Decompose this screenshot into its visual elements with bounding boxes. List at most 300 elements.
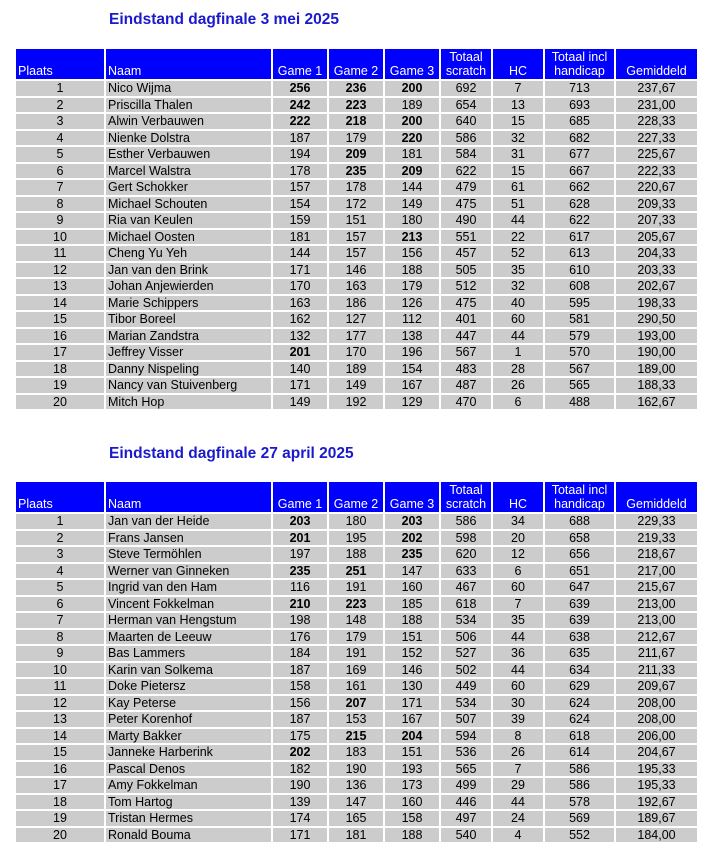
cell-totaal-incl-handicap: 622: [545, 213, 614, 228]
cell-gemiddeld: 209,33: [616, 197, 697, 212]
cell-game3: 173: [385, 778, 439, 793]
cell-hc: 32: [493, 279, 543, 294]
cell-game3: 202: [385, 531, 439, 546]
cell-gemiddeld: 220,67: [616, 180, 697, 195]
cell-game1: 187: [273, 131, 327, 146]
cell-plaats: 20: [16, 828, 104, 843]
table-title-3-mei: Eindstand dagfinale 3 mei 2025: [109, 11, 339, 28]
cell-plaats: 1: [16, 514, 104, 529]
cell-naam: Tibor Boreel: [106, 312, 271, 327]
cell-totaal-incl-handicap: 658: [545, 531, 614, 546]
cell-gemiddeld: 229,33: [616, 514, 697, 529]
cell-game1: 256: [273, 81, 327, 96]
cell-totaal-incl-handicap: 614: [545, 745, 614, 760]
cell-game1: 156: [273, 696, 327, 711]
header-totaal-incl-line1: Totaal incl: [551, 483, 608, 497]
cell-game2: 165: [329, 811, 383, 826]
cell-gemiddeld: 204,33: [616, 246, 697, 261]
cell-hc: 52: [493, 246, 543, 261]
cell-game1: 116: [273, 580, 327, 595]
header-totaal-incl-line1: Totaal incl: [551, 50, 608, 64]
cell-game3: 213: [385, 230, 439, 245]
cell-game3: 149: [385, 197, 439, 212]
cell-hc: 15: [493, 164, 543, 179]
cell-gemiddeld: 193,00: [616, 329, 697, 344]
cell-plaats: 12: [16, 696, 104, 711]
cell-naam: Marie Schippers: [106, 296, 271, 311]
cell-game1: 171: [273, 378, 327, 393]
cell-gemiddeld: 227,33: [616, 131, 697, 146]
cell-naam: Steve Termöhlen: [106, 547, 271, 562]
cell-totaal-scratch: 512: [441, 279, 491, 294]
header-game2: Game 2: [329, 49, 383, 79]
cell-gemiddeld: 209,67: [616, 679, 697, 694]
cell-game3: 144: [385, 180, 439, 195]
cell-naam: Maarten de Leeuw: [106, 630, 271, 645]
table-row: [16, 98, 697, 113]
header-totaal-scratch-line1: Totaal: [449, 483, 483, 497]
cell-game2: 209: [329, 147, 383, 162]
cell-naam: Cheng Yu Yeh: [106, 246, 271, 261]
cell-plaats: 7: [16, 613, 104, 628]
cell-naam: Pascal Denos: [106, 762, 271, 777]
cell-gemiddeld: 213,00: [616, 597, 697, 612]
cell-hc: 12: [493, 547, 543, 562]
cell-game2: 169: [329, 663, 383, 678]
cell-game3: 151: [385, 745, 439, 760]
cell-game3: 193: [385, 762, 439, 777]
cell-plaats: 18: [16, 795, 104, 810]
cell-hc: 60: [493, 312, 543, 327]
cell-game1: 154: [273, 197, 327, 212]
cell-totaal-incl-handicap: 610: [545, 263, 614, 278]
table-row: [16, 762, 697, 777]
cell-naam: Gert Schokker: [106, 180, 271, 195]
cell-naam: Karin van Solkema: [106, 663, 271, 678]
cell-game1: 174: [273, 811, 327, 826]
cell-game1: 184: [273, 646, 327, 661]
cell-plaats: 4: [16, 564, 104, 579]
cell-game3: 167: [385, 378, 439, 393]
cell-hc: 8: [493, 729, 543, 744]
cell-hc: 26: [493, 378, 543, 393]
cell-naam: Johan Anjewierden: [106, 279, 271, 294]
table-row: [16, 729, 697, 744]
cell-totaal-scratch: 483: [441, 362, 491, 377]
cell-game3: 129: [385, 395, 439, 410]
cell-game2: 195: [329, 531, 383, 546]
table-row: [16, 828, 697, 843]
cell-game2: 146: [329, 263, 383, 278]
cell-game2: 215: [329, 729, 383, 744]
cell-naam: Danny Nispeling: [106, 362, 271, 377]
cell-game3: 138: [385, 329, 439, 344]
cell-game3: 180: [385, 213, 439, 228]
table-row: [16, 312, 697, 327]
cell-naam: Bas Lammers: [106, 646, 271, 661]
cell-totaal-incl-handicap: 581: [545, 312, 614, 327]
cell-game2: 192: [329, 395, 383, 410]
cell-totaal-scratch: 620: [441, 547, 491, 562]
cell-game1: 182: [273, 762, 327, 777]
cell-gemiddeld: 202,67: [616, 279, 697, 294]
table-row: [16, 345, 697, 360]
cell-naam: Ronald Bouma: [106, 828, 271, 843]
cell-game2: 191: [329, 646, 383, 661]
cell-totaal-incl-handicap: 685: [545, 114, 614, 129]
cell-game2: 149: [329, 378, 383, 393]
table-row: [16, 378, 697, 393]
cell-game2: 190: [329, 762, 383, 777]
cell-totaal-scratch: 499: [441, 778, 491, 793]
cell-gemiddeld: 203,33: [616, 263, 697, 278]
cell-game1: 158: [273, 679, 327, 694]
cell-hc: 1: [493, 345, 543, 360]
cell-totaal-scratch: 401: [441, 312, 491, 327]
cell-totaal-scratch: 527: [441, 646, 491, 661]
cell-hc: 7: [493, 81, 543, 96]
cell-game1: 162: [273, 312, 327, 327]
cell-game3: 189: [385, 98, 439, 113]
cell-totaal-incl-handicap: 595: [545, 296, 614, 311]
table-row: [16, 564, 697, 579]
cell-totaal-scratch: 506: [441, 630, 491, 645]
cell-plaats: 17: [16, 778, 104, 793]
cell-hc: 22: [493, 230, 543, 245]
cell-game2: 188: [329, 547, 383, 562]
cell-totaal-incl-handicap: 639: [545, 597, 614, 612]
table-row: [16, 197, 697, 212]
cell-naam: Amy Fokkelman: [106, 778, 271, 793]
cell-totaal-incl-handicap: 662: [545, 180, 614, 195]
cell-naam: Priscilla Thalen: [106, 98, 271, 113]
header-totaal-scratch-line1: Totaal: [449, 50, 483, 64]
cell-plaats: 1: [16, 81, 104, 96]
cell-game3: 156: [385, 246, 439, 261]
cell-game3: 200: [385, 81, 439, 96]
header-naam: Naam: [106, 482, 271, 512]
cell-game2: 223: [329, 98, 383, 113]
table-row: [16, 395, 697, 410]
cell-totaal-scratch: 457: [441, 246, 491, 261]
table-row: [16, 630, 697, 645]
header-totaal-scratch-line2: scratch: [445, 497, 487, 511]
cell-gemiddeld: 205,67: [616, 230, 697, 245]
standings-table-3-mei: [14, 47, 699, 411]
table-row: [16, 246, 697, 261]
cell-game2: 186: [329, 296, 383, 311]
cell-naam: Herman van Hengstum: [106, 613, 271, 628]
cell-game2: 157: [329, 230, 383, 245]
cell-naam: Marty Bakker: [106, 729, 271, 744]
cell-game2: 178: [329, 180, 383, 195]
header-row: [16, 482, 697, 512]
cell-totaal-scratch: 475: [441, 296, 491, 311]
cell-game1: 202: [273, 745, 327, 760]
cell-plaats: 14: [16, 296, 104, 311]
cell-gemiddeld: 208,00: [616, 712, 697, 727]
cell-plaats: 18: [16, 362, 104, 377]
cell-totaal-incl-handicap: 613: [545, 246, 614, 261]
cell-gemiddeld: 213,00: [616, 613, 697, 628]
table-row: [16, 514, 697, 529]
cell-totaal-scratch: 586: [441, 131, 491, 146]
cell-game1: 157: [273, 180, 327, 195]
cell-game2: 151: [329, 213, 383, 228]
cell-naam: Janneke Harberink: [106, 745, 271, 760]
table-row: [16, 778, 697, 793]
table-row: [16, 230, 697, 245]
cell-naam: Marian Zandstra: [106, 329, 271, 344]
cell-plaats: 10: [16, 230, 104, 245]
cell-plaats: 19: [16, 811, 104, 826]
cell-plaats: 16: [16, 329, 104, 344]
header-hc: HC: [493, 49, 543, 79]
cell-game3: 181: [385, 147, 439, 162]
cell-game3: 209: [385, 164, 439, 179]
cell-game2: 179: [329, 131, 383, 146]
table-row: [16, 646, 697, 661]
cell-hc: 35: [493, 263, 543, 278]
cell-totaal-scratch: 446: [441, 795, 491, 810]
cell-hc: 44: [493, 213, 543, 228]
cell-totaal-incl-handicap: 656: [545, 547, 614, 562]
cell-totaal-incl-handicap: 569: [545, 811, 614, 826]
cell-gemiddeld: 212,67: [616, 630, 697, 645]
table-body: [16, 81, 697, 409]
cell-gemiddeld: 195,33: [616, 762, 697, 777]
cell-totaal-scratch: 567: [441, 345, 491, 360]
cell-naam: Nico Wijma: [106, 81, 271, 96]
header-naam: Naam: [106, 49, 271, 79]
cell-gemiddeld: 217,00: [616, 564, 697, 579]
cell-hc: 30: [493, 696, 543, 711]
table-row: [16, 362, 697, 377]
cell-game2: 191: [329, 580, 383, 595]
cell-totaal-scratch: 502: [441, 663, 491, 678]
cell-plaats: 9: [16, 646, 104, 661]
cell-game2: 172: [329, 197, 383, 212]
cell-naam: Ingrid van den Ham: [106, 580, 271, 595]
cell-totaal-scratch: 449: [441, 679, 491, 694]
cell-game2: 153: [329, 712, 383, 727]
cell-hc: 13: [493, 98, 543, 113]
table-row: [16, 597, 697, 612]
header-game2: Game 2: [329, 482, 383, 512]
header-game1: Game 1: [273, 482, 327, 512]
cell-plaats: 3: [16, 547, 104, 562]
cell-plaats: 15: [16, 312, 104, 327]
cell-hc: 29: [493, 778, 543, 793]
cell-totaal-incl-handicap: 570: [545, 345, 614, 360]
cell-plaats: 16: [16, 762, 104, 777]
cell-hc: 6: [493, 395, 543, 410]
cell-plaats: 2: [16, 531, 104, 546]
cell-game2: 218: [329, 114, 383, 129]
cell-hc: 44: [493, 795, 543, 810]
cell-game3: 130: [385, 679, 439, 694]
cell-totaal-incl-handicap: 608: [545, 279, 614, 294]
table-row: [16, 795, 697, 810]
cell-game3: 152: [385, 646, 439, 661]
header-totaal-incl-handicap: [545, 482, 614, 512]
header-plaats: Plaats: [16, 49, 104, 79]
header-totaal-scratch-line2: scratch: [445, 64, 487, 78]
cell-game3: 204: [385, 729, 439, 744]
header-totaal-incl-handicap: [545, 49, 614, 79]
header-game3: Game 3: [385, 49, 439, 79]
cell-plaats: 12: [16, 263, 104, 278]
cell-gemiddeld: 290,50: [616, 312, 697, 327]
cell-totaal-incl-handicap: 624: [545, 696, 614, 711]
cell-totaal-scratch: 692: [441, 81, 491, 96]
cell-game1: 140: [273, 362, 327, 377]
cell-game1: 190: [273, 778, 327, 793]
cell-naam: Nancy van Stuivenberg: [106, 378, 271, 393]
cell-totaal-incl-handicap: 586: [545, 762, 614, 777]
cell-game3: 151: [385, 630, 439, 645]
cell-game2: 157: [329, 246, 383, 261]
cell-plaats: 9: [16, 213, 104, 228]
cell-game2: 127: [329, 312, 383, 327]
cell-game1: 163: [273, 296, 327, 311]
cell-gemiddeld: 195,33: [616, 778, 697, 793]
table-row: [16, 279, 697, 294]
cell-naam: Mitch Hop: [106, 395, 271, 410]
cell-totaal-scratch: 540: [441, 828, 491, 843]
cell-totaal-scratch: 594: [441, 729, 491, 744]
cell-game1: 235: [273, 564, 327, 579]
cell-naam: Werner van Ginneken: [106, 564, 271, 579]
cell-totaal-scratch: 534: [441, 696, 491, 711]
cell-game1: 149: [273, 395, 327, 410]
cell-totaal-scratch: 490: [441, 213, 491, 228]
cell-game2: 170: [329, 345, 383, 360]
cell-plaats: 5: [16, 147, 104, 162]
cell-game1: 194: [273, 147, 327, 162]
cell-game1: 201: [273, 345, 327, 360]
cell-game1: 144: [273, 246, 327, 261]
cell-totaal-scratch: 507: [441, 712, 491, 727]
table-row: [16, 147, 697, 162]
cell-plaats: 8: [16, 197, 104, 212]
cell-totaal-scratch: 479: [441, 180, 491, 195]
cell-gemiddeld: 162,67: [616, 395, 697, 410]
cell-totaal-incl-handicap: 638: [545, 630, 614, 645]
cell-game1: 203: [273, 514, 327, 529]
cell-totaal-incl-handicap: 693: [545, 98, 614, 113]
cell-hc: 34: [493, 514, 543, 529]
cell-totaal-incl-handicap: 647: [545, 580, 614, 595]
cell-game1: 176: [273, 630, 327, 645]
cell-naam: Michael Schouten: [106, 197, 271, 212]
table-title-27-april: Eindstand dagfinale 27 april 2025: [109, 445, 354, 462]
cell-game2: 189: [329, 362, 383, 377]
cell-gemiddeld: 215,67: [616, 580, 697, 595]
cell-totaal-scratch: 598: [441, 531, 491, 546]
cell-game3: 171: [385, 696, 439, 711]
cell-plaats: 11: [16, 246, 104, 261]
cell-game3: 154: [385, 362, 439, 377]
cell-totaal-incl-handicap: 639: [545, 613, 614, 628]
header-totaal-incl-line2: handicap: [554, 497, 605, 511]
cell-hc: 36: [493, 646, 543, 661]
cell-totaal-incl-handicap: 667: [545, 164, 614, 179]
table-row: [16, 180, 697, 195]
cell-naam: Ria van Keulen: [106, 213, 271, 228]
cell-hc: 51: [493, 197, 543, 212]
cell-game1: 139: [273, 795, 327, 810]
cell-hc: 60: [493, 679, 543, 694]
cell-hc: 15: [493, 114, 543, 129]
cell-gemiddeld: 192,67: [616, 795, 697, 810]
cell-totaal-incl-handicap: 578: [545, 795, 614, 810]
table-row: [16, 296, 697, 311]
cell-gemiddeld: 225,67: [616, 147, 697, 162]
cell-hc: 44: [493, 630, 543, 645]
cell-plaats: 5: [16, 580, 104, 595]
cell-totaal-scratch: 475: [441, 197, 491, 212]
cell-gemiddeld: 211,67: [616, 646, 697, 661]
cell-totaal-incl-handicap: 586: [545, 778, 614, 793]
cell-game2: 235: [329, 164, 383, 179]
cell-game2: 147: [329, 795, 383, 810]
cell-game1: 222: [273, 114, 327, 129]
cell-game1: 159: [273, 213, 327, 228]
cell-naam: Jan van den Brink: [106, 263, 271, 278]
cell-game1: 178: [273, 164, 327, 179]
cell-plaats: 20: [16, 395, 104, 410]
table-row: [16, 580, 697, 595]
cell-game3: 196: [385, 345, 439, 360]
cell-totaal-scratch: 467: [441, 580, 491, 595]
standings-table-27-april: [14, 480, 699, 844]
cell-plaats: 17: [16, 345, 104, 360]
cell-totaal-scratch: 654: [441, 98, 491, 113]
cell-game3: 126: [385, 296, 439, 311]
table-row: [16, 329, 697, 344]
cell-totaal-scratch: 534: [441, 613, 491, 628]
cell-game2: 207: [329, 696, 383, 711]
cell-totaal-scratch: 505: [441, 263, 491, 278]
cell-game1: 242: [273, 98, 327, 113]
cell-totaal-scratch: 487: [441, 378, 491, 393]
cell-gemiddeld: 228,33: [616, 114, 697, 129]
cell-game2: 161: [329, 679, 383, 694]
cell-totaal-incl-handicap: 634: [545, 663, 614, 678]
cell-gemiddeld: 211,33: [616, 663, 697, 678]
cell-naam: Frans Jansen: [106, 531, 271, 546]
cell-totaal-incl-handicap: 624: [545, 712, 614, 727]
cell-totaal-incl-handicap: 682: [545, 131, 614, 146]
cell-gemiddeld: 190,00: [616, 345, 697, 360]
cell-gemiddeld: 198,33: [616, 296, 697, 311]
cell-game3: 185: [385, 597, 439, 612]
cell-plaats: 6: [16, 597, 104, 612]
cell-game3: 200: [385, 114, 439, 129]
cell-naam: Marcel Walstra: [106, 164, 271, 179]
cell-totaal-incl-handicap: 567: [545, 362, 614, 377]
cell-game1: 201: [273, 531, 327, 546]
cell-totaal-incl-handicap: 651: [545, 564, 614, 579]
cell-plaats: 3: [16, 114, 104, 129]
cell-hc: 4: [493, 828, 543, 843]
cell-game1: 132: [273, 329, 327, 344]
cell-plaats: 13: [16, 279, 104, 294]
cell-hc: 28: [493, 362, 543, 377]
cell-naam: Tom Hartog: [106, 795, 271, 810]
cell-plaats: 19: [16, 378, 104, 393]
